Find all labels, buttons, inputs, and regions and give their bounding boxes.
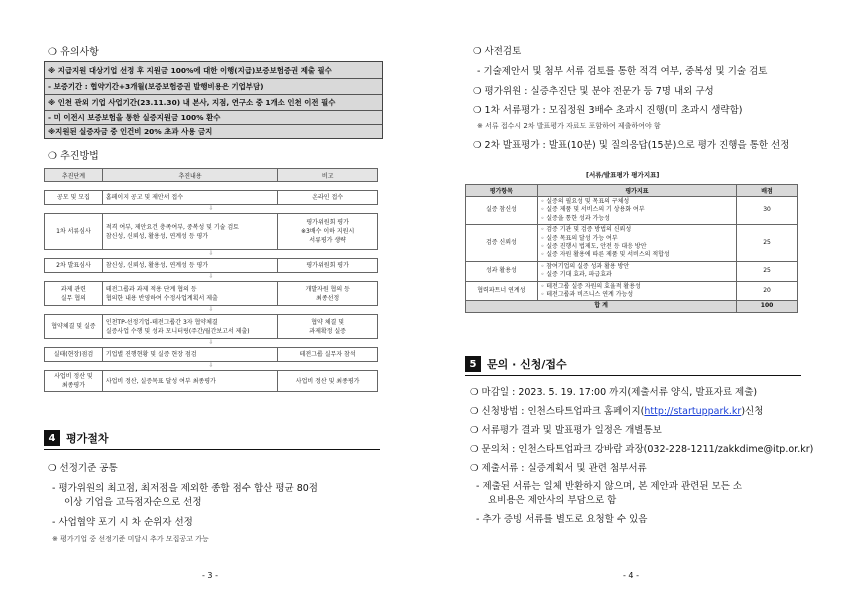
eval-item: 협력파트너 연계성	[466, 281, 538, 301]
eval-item: 성과 활용성	[466, 261, 538, 281]
eval-indicator: ◦ 검증 기관 및 검증 방법의 신뢰성	[541, 226, 733, 234]
page-number: - 3 -	[202, 571, 218, 580]
deadline: ❍ 마감일 : 2023. 5. 19. 17:00 까지(제출서류 양식, 발표자료 제출)	[470, 384, 757, 398]
eval-item: 검증 신뢰성	[466, 225, 538, 262]
process-header-content: 추진내용	[102, 169, 277, 182]
eval-indicator: ◦ 실증 목표의 달성 가능 여부	[541, 235, 733, 243]
process-note: 사업비 정산 및 최종평가	[278, 371, 378, 392]
eval-indicator: ◦ 참여기업의 실증 성과 활용 방안	[541, 263, 733, 271]
section-underline	[465, 375, 801, 376]
criteria-line: 이상 기업을 고득점자순으로 선정	[64, 497, 202, 508]
section-title: 문의 · 신청/접수	[487, 358, 567, 371]
eval-score: 20	[737, 281, 798, 301]
eval-indicator: ◦ 실증 제품 및 서비스의 기 상용화 여부	[541, 206, 733, 214]
eval-indicator: ◦ 실증 진행시 법제도, 안전 등 대응 방안	[541, 243, 733, 251]
section-5-heading	[465, 354, 567, 374]
process-table	[44, 168, 378, 392]
process-stage: 1차 서류심사	[45, 214, 103, 250]
process-note: 테전그룹 실무자 참석	[278, 348, 378, 362]
process-note: 평가위원회 평가	[278, 259, 378, 273]
homepage-link[interactable]: http://startuppark.kr	[644, 406, 742, 417]
table-row	[45, 191, 378, 205]
eval-item: 실증 참신성	[466, 197, 538, 225]
criteria-note: ※ 평가기업 중 선정기준 미달시 추가 모집공고 가능	[52, 535, 209, 543]
eval-indicator: ◦ 테전그룹 실증 자원의 효율적 활용성	[541, 283, 733, 291]
note-3: ※ 인천 관외 기업 사업기간(23.11.30) 내 본사, 지점, 연구소 중 1개소 인천 이전 필수	[48, 98, 336, 107]
eval-indicators	[537, 281, 736, 301]
notes-heading: ❍ 유의사항	[48, 43, 99, 58]
eval-score: 30	[737, 197, 798, 225]
eval-header-item: 평가항목	[466, 185, 538, 197]
flow-arrow: ⇩	[45, 339, 378, 348]
section-underline	[44, 449, 380, 450]
review-note: ※ 서류 접수시 2차 발표평가 자료도 포함하여 제출하여야 함	[477, 122, 661, 130]
process-stage: 공모 및 모집	[45, 191, 103, 205]
notice: ❍ 서류평가 결과 및 발표평가 일정은 개별통보	[470, 422, 662, 436]
notes-box	[44, 61, 383, 139]
review-heading: ❍ 사전검토	[473, 43, 521, 57]
eval-indicator: ◦ 실증을 통한 성과 가능성	[541, 215, 733, 223]
documents-note: - 제출된 서류는 일체 반환하지 않으며, 본 제안과 관련된 모든 소	[476, 481, 743, 492]
process-content: 참신성, 신뢰성, 활용성, 연계성 등 평가	[102, 259, 277, 273]
note-divider	[45, 94, 382, 95]
eval-score: 25	[737, 225, 798, 262]
eval-indicators	[537, 225, 736, 262]
process-header-note: 비고	[278, 169, 378, 182]
eval-header-indicator: 평가지표	[537, 185, 736, 197]
note-divider	[45, 78, 382, 79]
flow-arrow: ⇩	[45, 273, 378, 282]
note-divider	[45, 124, 382, 125]
flow-arrow	[45, 182, 378, 191]
process-note: 협약 체결 및 과제확정 실증	[278, 315, 378, 339]
documents-note: 요비용은 제안사의 부담으로 함	[488, 495, 617, 506]
flow-arrow: ⇩	[45, 250, 378, 259]
flow-arrow: ⇩	[45, 362, 378, 371]
contact: ❍ 문의처 : 인천스타트업파크 강바람 과장(032-228-1211/zakkdime@itp.or.kr)	[470, 441, 813, 455]
table-row	[466, 301, 798, 312]
section-4-heading	[44, 428, 109, 448]
section-number: 5	[465, 356, 481, 372]
eval-total-score: 100	[737, 301, 798, 312]
review-item: ❍ 평가위원 : 실증추진단 및 분야 전문가 등 7명 내외 구성	[473, 83, 714, 97]
eval-total-label: 합 계	[466, 301, 737, 312]
section-title: 평가절차	[66, 432, 109, 445]
note-2: - 보증기간 : 협약기간+3개월(보증보험증권 발행비용은 기업부담)	[48, 82, 264, 91]
criteria-line: - 평가위원의 최고점, 최저점을 제외한 종합 점수 합산 평균 80점	[52, 483, 318, 494]
eval-indicator: ◦ 테전그룹과 비즈니스 연계 가능성	[541, 291, 733, 299]
apply-method-suffix: )신청	[741, 406, 764, 417]
process-content: 홈페이지 공고 및 제안서 접수	[102, 191, 277, 205]
table-row	[466, 261, 798, 281]
review-item: ❍ 1차 서류평가 : 모집정원 3배수 초과시 진행(미 초과시 생략함)	[473, 102, 742, 116]
criteria-line: - 사업협약 포기 시 차 순위자 선정	[52, 517, 193, 528]
eval-indicators	[537, 261, 736, 281]
process-stage: 협약체결 및 실증	[45, 315, 103, 339]
process-note: 온라인 접수	[278, 191, 378, 205]
table-row	[45, 371, 378, 392]
eval-table-caption: [서류/발표평가 평가지표]	[586, 171, 660, 179]
table-row	[466, 197, 798, 225]
process-content: 사업비 정산, 실증목표 달성 여부 최종평가	[102, 371, 277, 392]
apply-method-text: 신청방법 : 인천스타트업파크 홈페이지(	[481, 406, 645, 417]
process-stage: 2차 발표심사	[45, 259, 103, 273]
note-4: - 미 이전시 보증보험을 통한 실증지원금 100% 환수	[48, 113, 221, 122]
note-1: ※ 지급지원 대상기업 선정 후 지원금 100%에 대한 이행(지급)보증보험증권 제출 필수	[48, 66, 332, 75]
review-line: - 기술제안서 및 첨부 서류 검토를 통한 적격 여부, 중복성 및 기술 검토	[477, 66, 768, 77]
process-note: 개발자원 협의 등 최종선정	[278, 282, 378, 306]
method-heading: ❍ 추진방법	[48, 147, 99, 162]
process-content: 테전그룹과 과제 적용 단계 협의 등 협의한 내용 반영하여 수정사업계획서 제출	[102, 282, 277, 306]
eval-indicator: ◦ 실증 기대 효과, 파급효과	[541, 271, 733, 279]
eval-score: 25	[737, 261, 798, 281]
flow-arrow: ⇩	[45, 205, 378, 214]
page-3	[0, 0, 420, 595]
eval-indicator: ◦ 실증의 필요성 및 목표의 구체성	[541, 198, 733, 206]
review-item: ❍ 2차 발표평가 : 발표(10분) 및 질의응답(15분)으로 평가 진행을 통한 선정	[473, 137, 789, 151]
process-note: 평가위원회 평가 ※3배수 이하 지원시 서류평가 생략	[278, 214, 378, 250]
section-number: 4	[44, 430, 60, 446]
table-row	[45, 214, 378, 250]
table-row	[466, 225, 798, 262]
process-content: 기업별 진행현황 및 실증 현장 점검	[102, 348, 277, 362]
page-number: - 4 -	[623, 571, 639, 580]
process-content: 인천TP-선정기업-테전그룹간 3자 협약체결 실증사업 수행 및 성과 모니터링(주간/월간보고서 제출)	[102, 315, 277, 339]
process-header-stage: 추진단계	[45, 169, 103, 182]
flow-arrow: ⇩	[45, 306, 378, 315]
process-stage: 사업비 정산 및 최종평가	[45, 371, 103, 392]
table-row	[466, 281, 798, 301]
documents: ❍ 제출서류 : 실증계획서 및 관련 첨부서류	[470, 460, 647, 474]
table-row	[45, 315, 378, 339]
eval-table	[465, 184, 798, 313]
eval-indicator: ◦ 실증 자원 활용에 따른 제품 및 서비스의 적합성	[541, 251, 733, 259]
note-divider	[45, 110, 382, 111]
note-5: ※지원된 실증자금 중 인건비 20% 초과 사용 금지	[48, 127, 213, 136]
table-row	[45, 282, 378, 306]
eval-header-score: 배점	[737, 185, 798, 197]
process-stage: 실태(현장)점검	[45, 348, 103, 362]
process-content: 적격 여부, 제안요건 충족여부, 중복성 및 기술 검토 참신성, 신뢰성, 활용성, 연계성 등 평가	[102, 214, 277, 250]
process-stage: 과제 관련 실무 협의	[45, 282, 103, 306]
table-row	[45, 259, 378, 273]
eval-indicators	[537, 197, 736, 225]
criteria-heading: ❍ 선정기준 공통	[48, 460, 118, 474]
table-row	[45, 348, 378, 362]
documents-note: - 추가 증빙 서류를 별도로 요청할 수 있음	[476, 514, 648, 525]
apply-method	[470, 403, 763, 417]
